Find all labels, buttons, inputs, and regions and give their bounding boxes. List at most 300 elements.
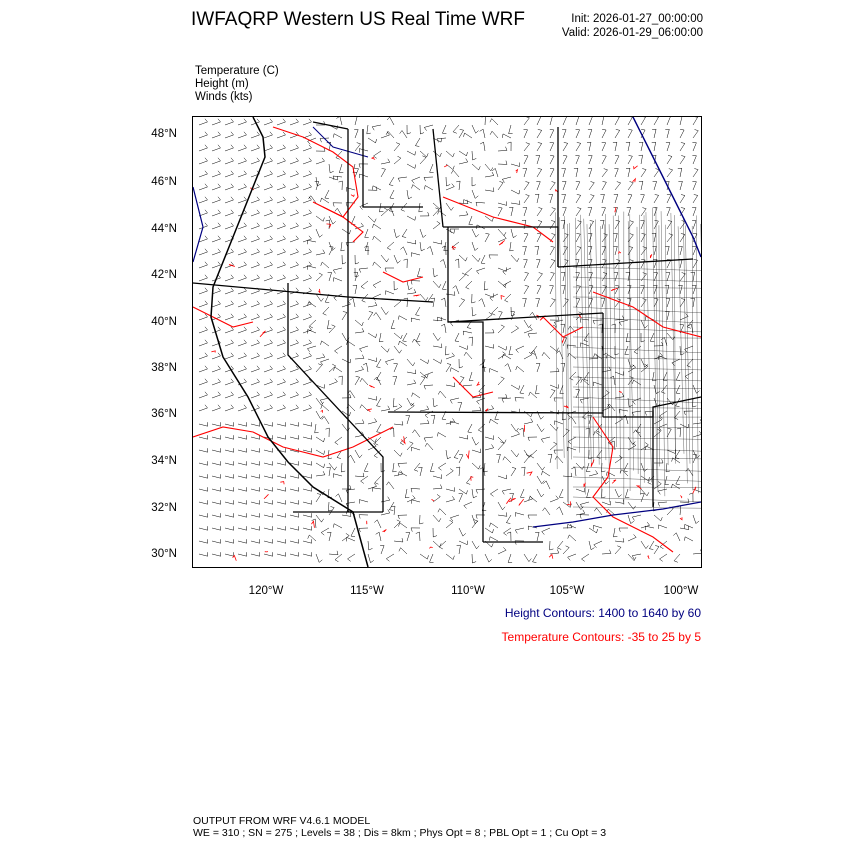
wind-barb — [277, 119, 286, 125]
wind-barb — [446, 353, 455, 359]
wind-barb — [555, 456, 563, 463]
wind-barb — [355, 473, 364, 477]
wind-barb — [484, 463, 488, 472]
wind-barb — [619, 410, 628, 414]
wind-barb — [387, 242, 394, 250]
state-boundary — [288, 283, 383, 512]
temperature-contour-fragment — [471, 477, 474, 481]
wind-barb — [588, 169, 592, 178]
wind-barb — [328, 502, 332, 511]
wind-barb — [693, 515, 699, 524]
wind-barb — [489, 537, 498, 541]
wind-barb — [238, 461, 247, 465]
lat-label-44: 44°N — [151, 223, 177, 235]
wind-barb — [666, 273, 670, 282]
wind-barb — [509, 207, 513, 216]
temperature-contours — [193, 117, 701, 561]
wind-barb — [225, 353, 234, 359]
wind-barb — [420, 229, 426, 238]
wind-barb — [559, 489, 563, 498]
wind-barb — [290, 262, 299, 268]
wind-barb — [264, 340, 273, 346]
wind-barb — [602, 142, 606, 151]
wind-barb — [290, 327, 299, 333]
wind-barb — [640, 221, 644, 230]
wind-barb — [373, 262, 381, 268]
wind-barb — [550, 368, 559, 372]
wind-barb — [336, 494, 343, 502]
wind-barb — [463, 331, 472, 335]
wind-barb — [346, 537, 355, 541]
wind-barb — [199, 552, 208, 556]
wind-barb — [329, 551, 338, 555]
wind-barb — [212, 461, 221, 465]
wind-barb — [341, 242, 345, 251]
wind-barb — [641, 247, 647, 255]
wind-barb — [628, 182, 633, 191]
wind-barb — [199, 379, 208, 385]
wind-barb — [303, 513, 312, 517]
wind-barb — [536, 155, 540, 164]
wind-barb — [238, 314, 247, 320]
wind-barb — [333, 134, 342, 138]
wind-barb — [505, 364, 511, 372]
wind-barb — [394, 143, 400, 151]
wind-barb — [394, 229, 400, 238]
wind-barb — [511, 190, 520, 194]
wind-barb — [342, 255, 346, 264]
wind-barb — [251, 526, 260, 530]
wind-barb — [522, 246, 526, 255]
wind-barb — [576, 208, 581, 217]
wind-barb — [433, 281, 441, 288]
wind-barb — [342, 229, 351, 234]
wind-barb — [561, 285, 565, 294]
wind-barb — [680, 499, 689, 503]
wind-barb — [524, 327, 532, 333]
wind-barb — [303, 223, 312, 229]
wind-barb — [251, 223, 260, 229]
county-line — [573, 397, 701, 403]
wind-barb — [469, 216, 473, 225]
wind-barb — [212, 210, 221, 216]
wind-barb — [602, 234, 607, 242]
wind-barb — [498, 502, 505, 510]
wind-barb — [316, 250, 325, 255]
wind-barb — [393, 463, 397, 472]
wind-barb — [511, 163, 520, 167]
wind-barb — [251, 422, 260, 426]
wind-barb — [459, 528, 466, 536]
wind-barb — [264, 327, 273, 333]
wind-barb — [498, 512, 507, 516]
temperature-contour-fragment — [562, 337, 564, 342]
wind-barb — [264, 500, 273, 504]
wind-barb — [402, 229, 407, 238]
wind-barb — [550, 442, 557, 450]
wind-barb — [442, 125, 446, 134]
wind-barb — [680, 234, 685, 243]
wind-barb — [563, 142, 568, 151]
wind-barb — [654, 482, 661, 490]
wind-barb — [420, 377, 425, 386]
valid-time: Valid: 2026-01-29_06:00:00 — [561, 27, 703, 39]
wind-barb — [480, 129, 485, 138]
wind-barb — [615, 393, 624, 398]
wind-barb — [336, 117, 342, 125]
wind-barb — [689, 493, 693, 502]
wind-barb — [472, 164, 480, 170]
wind-barb — [212, 379, 221, 385]
wind-barb — [472, 294, 476, 303]
wind-barb — [303, 340, 312, 346]
wind-barb — [524, 233, 528, 242]
wind-barb — [303, 314, 312, 320]
wind-barb — [277, 249, 286, 255]
wind-barb — [692, 182, 696, 191]
wind-barb — [523, 168, 527, 177]
wind-barb — [374, 313, 381, 321]
wind-barb — [316, 273, 323, 281]
wind-barb — [303, 366, 312, 372]
wind-barb — [536, 181, 540, 190]
wind-barb — [238, 552, 247, 556]
county-line — [573, 317, 701, 323]
map-panel — [192, 116, 702, 568]
wind-barb — [290, 474, 299, 478]
wind-barb — [360, 174, 369, 178]
wind-barb — [667, 194, 671, 203]
lon-label-105: 105°W — [549, 585, 585, 597]
wind-barb — [225, 513, 234, 517]
wind-barb — [628, 221, 634, 229]
wind-barb — [511, 431, 520, 437]
wind-barb — [615, 299, 621, 307]
wind-barb — [430, 463, 434, 472]
wind-barb — [589, 450, 593, 459]
county-line — [656, 207, 658, 492]
wind-barb — [420, 125, 424, 134]
wind-barb — [420, 554, 429, 559]
wind-barb — [446, 450, 451, 459]
county-line — [692, 226, 693, 490]
wind-barb — [685, 372, 693, 379]
state-boundary — [433, 129, 443, 227]
wind-barb — [238, 526, 247, 530]
wind-barb — [303, 353, 312, 359]
wind-barb — [446, 520, 453, 528]
wind-barb — [238, 301, 247, 307]
county-line — [573, 507, 701, 508]
wind-barb — [412, 339, 420, 346]
wind-barb — [407, 289, 416, 294]
wind-barb — [602, 155, 606, 164]
wind-barb — [368, 333, 377, 338]
wind-barb — [666, 117, 670, 125]
wind-barb — [602, 129, 606, 138]
wind-barb — [678, 168, 682, 177]
wind-barb — [446, 203, 454, 210]
wind-barb — [238, 448, 247, 452]
wind-barb — [562, 207, 566, 216]
wind-barb — [316, 471, 325, 476]
wind-barb — [498, 147, 507, 151]
wind-barb — [661, 385, 667, 393]
wind-barb — [411, 488, 420, 492]
wind-barb — [602, 285, 607, 294]
wind-barb — [446, 383, 455, 387]
wind-barb — [424, 186, 433, 191]
wind-barb — [251, 513, 260, 517]
wind-barb — [251, 210, 260, 216]
wind-barb — [225, 327, 234, 333]
county-line — [565, 216, 568, 502]
county-line — [596, 219, 600, 464]
county-line — [661, 211, 665, 496]
wind-barb — [303, 422, 312, 426]
wind-barb — [199, 314, 208, 320]
wind-barb — [674, 554, 680, 562]
wind-barb — [502, 354, 511, 359]
wind-barb — [251, 275, 260, 281]
wind-barb — [528, 515, 537, 519]
wind-barb — [459, 435, 468, 439]
lat-label-30: 30°N — [151, 548, 177, 560]
lat-label-46: 46°N — [151, 176, 177, 188]
wind-barb — [387, 117, 394, 125]
wind-barb — [490, 119, 498, 125]
wind-barb — [576, 298, 580, 307]
wind-barb — [561, 324, 565, 333]
temperature-contour-fragment — [264, 494, 269, 499]
wind-barb — [251, 145, 260, 151]
wind-barb — [672, 359, 680, 366]
wind-barb — [524, 182, 529, 191]
wind-barb — [550, 549, 559, 554]
wind-barb — [537, 273, 543, 282]
wind-barb — [654, 220, 658, 229]
wind-barb — [303, 461, 312, 465]
wind-barb — [335, 554, 342, 562]
wind-barb — [277, 392, 286, 398]
wind-barb — [490, 489, 498, 496]
wind-barb — [476, 202, 485, 206]
wind-barb — [407, 190, 412, 199]
wind-barb — [381, 497, 390, 502]
wind-barb — [238, 236, 247, 242]
wind-barb — [373, 236, 381, 242]
wind-barb — [225, 392, 234, 398]
wind-barb — [543, 508, 551, 515]
wind-barb — [615, 155, 619, 164]
wind-barb — [678, 285, 682, 294]
wind-barb — [528, 333, 537, 338]
wind-barb — [678, 117, 682, 125]
wind-barb — [316, 515, 324, 522]
wind-barb — [277, 327, 286, 333]
wind-barb — [524, 419, 533, 425]
wind-barb — [639, 181, 643, 190]
wind-barb — [320, 398, 329, 404]
wind-barb — [523, 259, 527, 268]
wind-barb — [225, 314, 234, 320]
wind-barb — [373, 294, 381, 301]
wind-barb — [563, 546, 569, 554]
wind-barb — [411, 281, 420, 285]
wind-barb — [654, 169, 659, 177]
wind-barb — [277, 513, 286, 517]
lat-label-38: 38°N — [151, 362, 177, 374]
county-line — [637, 227, 638, 474]
wind-barb — [615, 456, 622, 464]
wind-barb — [524, 117, 529, 125]
wind-barb — [251, 366, 260, 372]
wind-barb — [485, 329, 494, 333]
wind-barb — [277, 539, 286, 543]
wind-barb — [394, 333, 402, 339]
wind-barb — [521, 467, 525, 476]
wind-barb — [633, 430, 641, 437]
wind-barb — [264, 210, 273, 216]
wind-barb — [437, 433, 446, 438]
wind-barb — [225, 340, 234, 346]
wind-barb — [290, 314, 299, 320]
temperature-contour-fragment — [321, 410, 323, 412]
wind-barb — [441, 324, 446, 333]
wind-barb — [602, 463, 606, 472]
wind-barb — [576, 389, 580, 398]
wind-barb — [386, 554, 394, 561]
wind-barb — [303, 184, 312, 190]
temperature-contour-fragment — [650, 254, 651, 258]
wind-barb — [693, 550, 701, 555]
wind-barb — [653, 181, 657, 190]
wind-barb — [587, 489, 591, 498]
wind-barb — [446, 184, 454, 190]
wind-barb — [390, 428, 394, 437]
wind-barb — [251, 379, 260, 385]
wind-barb — [678, 259, 682, 268]
wind-barb — [693, 130, 698, 139]
wind-barb — [418, 467, 422, 476]
wind-barb — [433, 398, 438, 407]
wind-barb — [567, 345, 576, 349]
wind-barb — [427, 246, 433, 255]
wind-barb — [303, 392, 312, 398]
wind-barb — [438, 391, 446, 398]
county-line — [573, 437, 701, 439]
temperature-contour — [443, 197, 553, 242]
wind-barb — [465, 268, 472, 276]
wind-barb — [626, 142, 630, 151]
wind-barb — [562, 194, 566, 203]
wind-barb — [537, 117, 541, 125]
wind-barb — [446, 151, 454, 157]
lat-label-42: 42°N — [151, 269, 177, 281]
wind-barb — [290, 249, 299, 255]
wind-barb — [321, 359, 330, 365]
wind-barb — [238, 405, 247, 411]
wind-barb — [511, 201, 520, 205]
wind-barb — [530, 450, 537, 458]
wind-barb — [277, 184, 286, 190]
wind-barb — [615, 500, 624, 504]
wind-barb — [199, 197, 208, 203]
wind-barb — [264, 405, 273, 411]
wind-barb — [368, 396, 377, 400]
wind-barb — [411, 500, 420, 504]
wind-barb — [225, 379, 234, 385]
wind-barb — [693, 117, 698, 125]
wind-barb — [472, 554, 476, 563]
county-line — [639, 215, 640, 495]
wind-barb — [394, 346, 402, 353]
wind-barb — [692, 208, 696, 217]
wind-barb — [537, 168, 542, 177]
wind-barb — [334, 294, 342, 301]
wind-barb — [615, 182, 621, 190]
wind-barb — [342, 359, 351, 363]
wind-barb — [641, 320, 648, 328]
wind-barb — [251, 461, 260, 465]
wind-barb — [277, 461, 286, 465]
wind-barb — [654, 298, 658, 307]
wind-barb — [212, 448, 221, 452]
wind-barb — [225, 474, 234, 478]
wind-barb — [550, 260, 555, 269]
wind-barb — [199, 539, 208, 543]
wind-barb — [536, 260, 540, 269]
wind-barb — [355, 420, 364, 425]
wind-barb — [199, 461, 208, 465]
wind-barb — [456, 467, 460, 476]
wind-barb — [511, 255, 519, 262]
wind-barb — [303, 405, 312, 411]
wind-barb — [251, 236, 260, 242]
wind-barb — [632, 554, 641, 559]
wind-barb — [576, 233, 580, 242]
wind-barb — [379, 333, 383, 342]
wind-barb — [576, 377, 581, 385]
wind-barb — [277, 379, 286, 385]
wind-barb — [290, 223, 299, 229]
wind-barb — [615, 129, 620, 138]
wind-barb — [472, 407, 481, 411]
wind-barb — [550, 130, 554, 139]
wind-barb — [420, 420, 429, 424]
wind-barb — [290, 405, 299, 411]
state-boundaries — [193, 122, 701, 542]
wind-barb — [374, 151, 382, 158]
wind-barb — [251, 353, 260, 359]
wind-barb — [455, 259, 459, 268]
wind-barb — [550, 496, 558, 502]
wind-barb — [692, 247, 696, 256]
wind-barb — [446, 487, 455, 491]
lon-label-120: 120°W — [248, 585, 284, 597]
wind-barb — [199, 158, 208, 164]
wind-barb — [238, 288, 247, 294]
wind-barb — [459, 255, 467, 261]
state-boundary — [348, 297, 433, 302]
temperature-contour-fragment — [637, 486, 641, 489]
wind-barb — [639, 142, 643, 151]
wind-barb — [316, 494, 321, 503]
wind-barb — [264, 448, 273, 452]
county-line — [573, 467, 701, 471]
wind-barb — [354, 130, 358, 139]
wind-barb — [251, 474, 260, 478]
